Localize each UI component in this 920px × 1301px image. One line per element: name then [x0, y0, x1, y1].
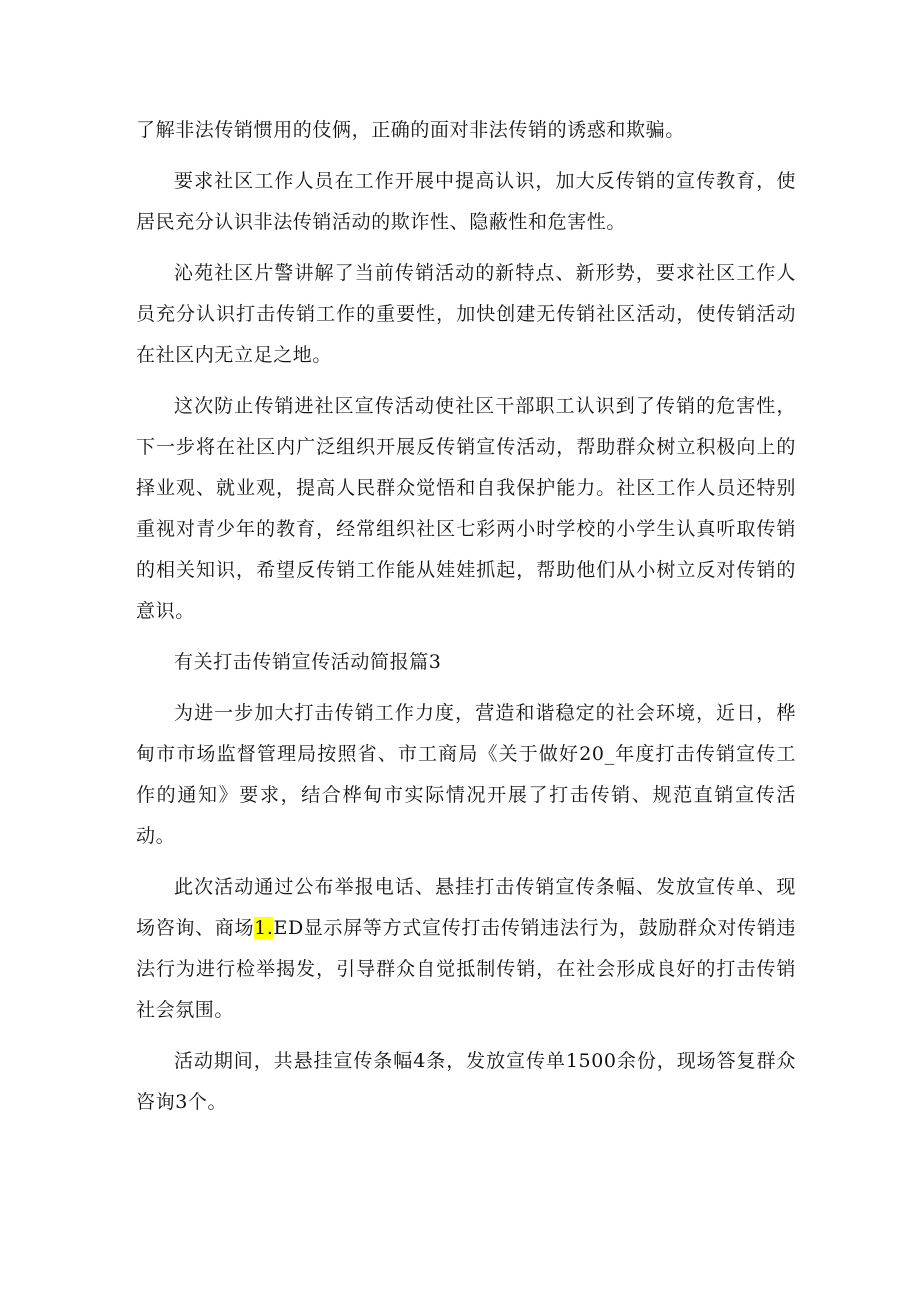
paragraph-2: 要求社区工作人员在工作开展中提高认识，加大反传销的宣传教育，使居民充分认识非法传销活动的欺诈性、隐蔽性和危害性。: [136, 170, 796, 233]
paragraph-6-before: 此次活动通过公布举报电话、悬挂打击传销宣传条幅、发放宣传单、现场咨询、商场: [136, 876, 796, 939]
document-page: [136, 110, 796, 1133]
paragraph-3: 沁苑社区片警讲解了当前传销活动的新特点、新形势，要求社区工作人员充分认识打击传销工作的重要性，加快创建无传销社区活动，使传销活动在社区内无立足之地。: [136, 262, 796, 366]
highlighted-text: 1.: [254, 917, 274, 939]
section-heading: 有关打击传销宣传活动简报篇3: [174, 651, 442, 673]
paragraph-4: 这次防止传销进社区宣传活动使社区干部职工认识到了传销的危害性，下一步将在社区内广泛组织开展反传销宣传活动，帮助群众树立积极向上的择业观、就业观，提高人民群众觉悟和自我保护能力。社区工作人员还特别重视对青少年的教育，经常组织社区七彩两小时学校的小学生认真听取传销的相关知识，希望反传销工作能从娃娃抓起，帮助他们从小树立反对传销的意识。: [136, 395, 796, 622]
paragraph-6-after: ED显示屏等方式宣传打击传销违法行为，鼓励群众对传销违法行为进行检举揭发，引导群众自觉抵制传销，在社会形成良好的打击传销社会氛围。: [136, 917, 796, 1021]
paragraph-7: 活动期间，共悬挂宣传条幅4条，发放宣传单1500余份，现场答复群众咨询3个。: [136, 1050, 796, 1113]
paragraph-1: 了解非法传销惯用的伎俩，正确的面对非法传销的诱惑和欺骗。: [136, 119, 685, 141]
paragraph-6: [136, 867, 796, 1031]
paragraph-5: 为进一步加大打击传销工作力度，营造和谐稳定的社会环境，近日，桦甸市市场监督管理局按照省、市工商局《关于做好20_年度打击传销宣传工作的通知》要求，结合桦甸市实际情况开展了打击传销、规范直销宣传活动。: [136, 702, 796, 847]
